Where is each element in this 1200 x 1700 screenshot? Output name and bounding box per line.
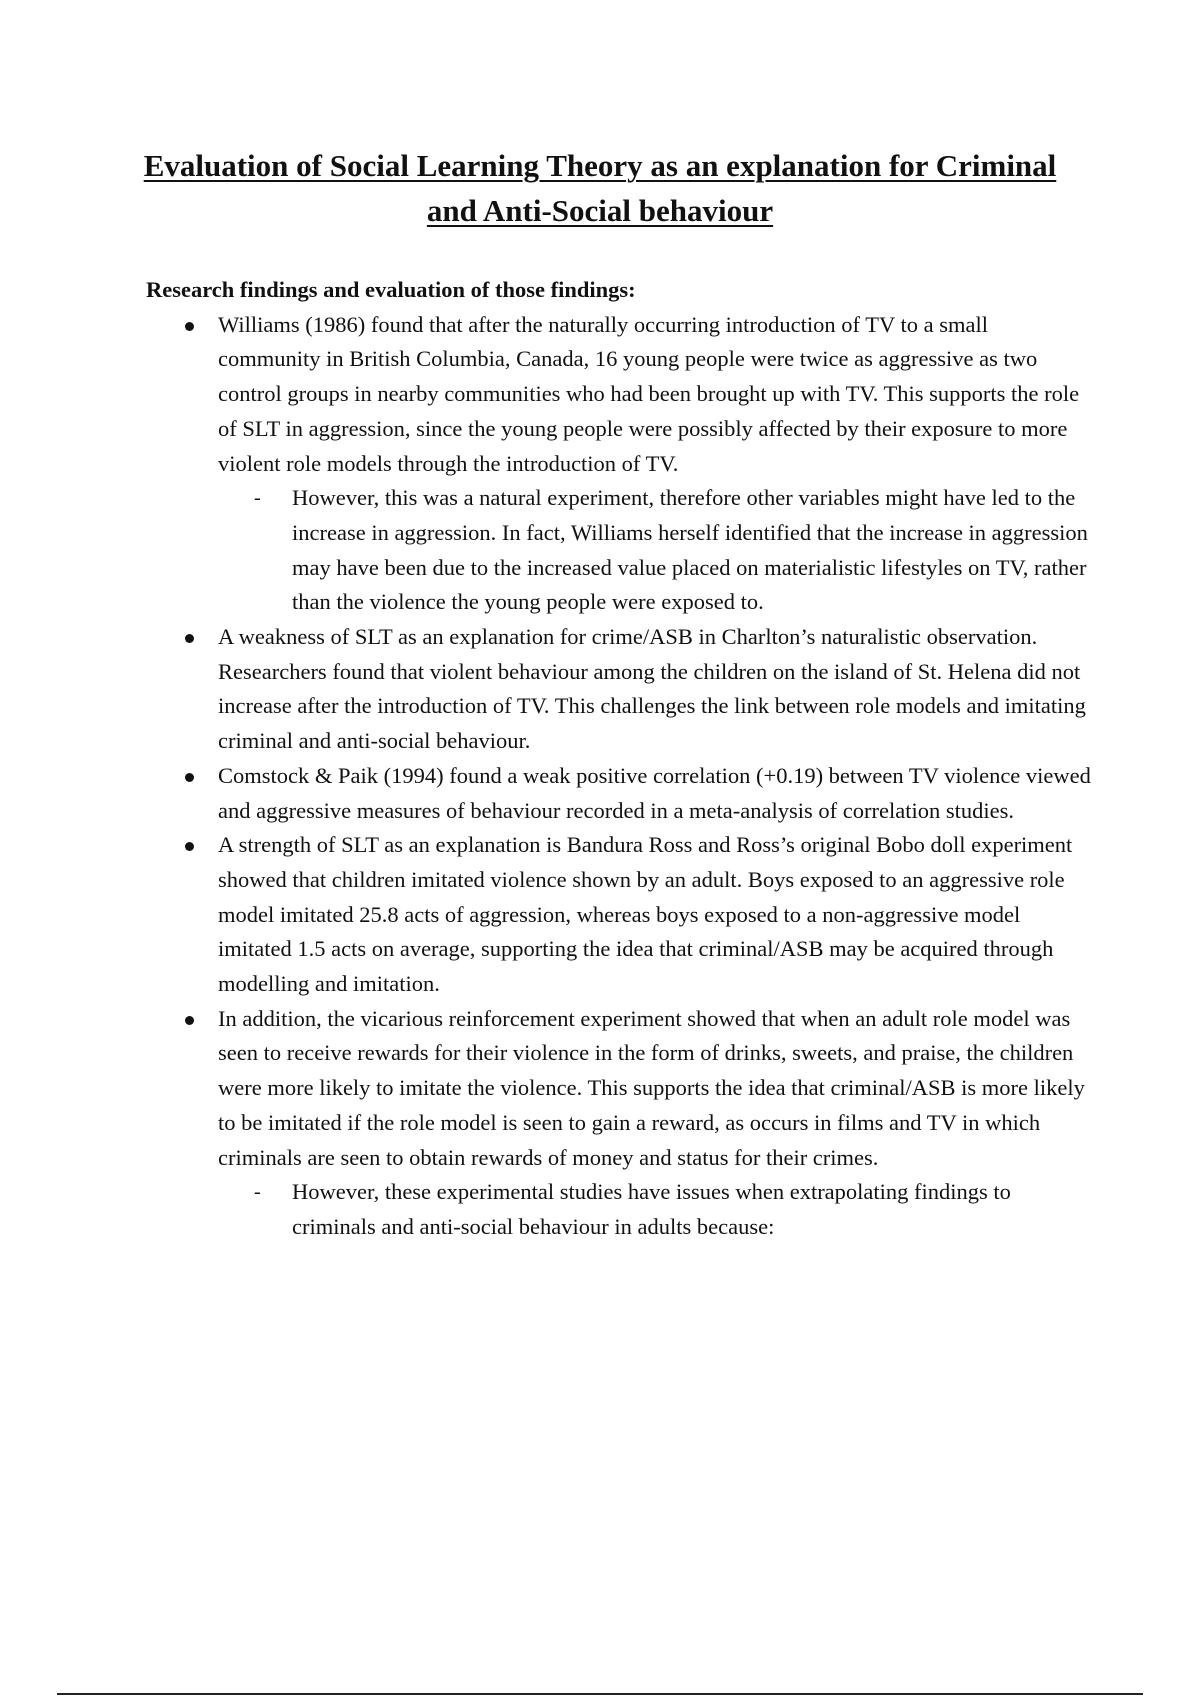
bullet-text: In addition, the vicarious reinforcement experiment showed that when an adult role model was seen to receive rewards for their violence in the form of drinks, sweets, and praise, the children were more likely to imitate the violence. This supports the idea that criminal/ASB is more likely to be imitated if the role model is seen to gain a reward, as occurs in films and TV in which criminals are seen to obtain rewards of money and status for their crimes. [218,1005,1085,1170]
dash-icon: - [254,1181,261,1204]
sub-text: However, these experimental studies have issues when extrapolating findings to criminals and anti-social behaviour in adults because: [292,1179,1011,1239]
bullet-item-charlton [146,620,1096,759]
bullet-item-bobo-doll [146,828,1096,1002]
bullet-point-icon [185,773,194,782]
bullet-item-vicarious-reinforcement [146,1002,1096,1245]
bullet-point-icon [185,634,194,643]
sub-text: However, this was a natural experiment, therefore other variables might have led to the increase in aggression. In fact, Williams herself identified that the increase in aggression may have been due to the increased value placed on materialistic lifestyles on TV, rather than the violence the young people were exposed to. [292,485,1088,615]
document-body [146,273,1096,1245]
bullet-point-icon [185,322,194,331]
bullet-point-icon [185,1016,194,1025]
page-title: Evaluation of Social Learning Theory as an explanation for Criminal and Anti-Social behaviour [143,148,1057,228]
bullet-list [146,308,1096,1245]
bullet-text: A weakness of SLT as an explanation for crime/ASB in Charlton’s naturalistic observation. Researchers found that violent behaviour among the children on the island of St. Helena did not increase after the introduction of TV. This challenges the link between role models and imitating criminal and anti-social behaviour. [218,624,1086,754]
footer-divider [57,1693,1143,1695]
bullet-text: A strength of SLT as an explanation is Bandura Ross and Ross’s original Bobo doll experiment showed that children imitated violence shown by an adult. Boys exposed to an aggressive role model imitated 25.8 acts of aggression, whereas boys exposed to a non-aggressive model imitated 1.5 acts on average, supporting the idea that criminal/ASB may be acquired through modelling and imitation. [218,832,1073,997]
bullet-item-williams [146,308,1096,620]
bullet-text: Comstock & Paik (1994) found a weak positive correlation (+0.19) between TV violence viewed and aggressive measures of behaviour recorded in a meta-analysis of correlation studies. [218,762,1091,823]
sub-item-natural-experiment [218,481,1096,620]
bullet-item-comstock-paik [146,759,1096,828]
sub-item-extrapolation-issues [218,1175,1096,1244]
sub-list [218,1175,1096,1244]
dash-icon: - [254,487,261,510]
section-heading: Research findings and evaluation of those findings: [146,277,636,302]
bullet-point-icon [185,842,194,851]
bullet-text: Williams (1986) found that after the naturally occurring introduction of TV to a small community in British Columbia, Canada, 16 young people were twice as aggressive as two control groups in nearby communities who had been brought up with TV. This supports the role of SLT in aggression, since the young people were possibly affected by their exposure to more violent role models through the introduction of TV. [218,311,1080,476]
sub-list [218,481,1096,620]
